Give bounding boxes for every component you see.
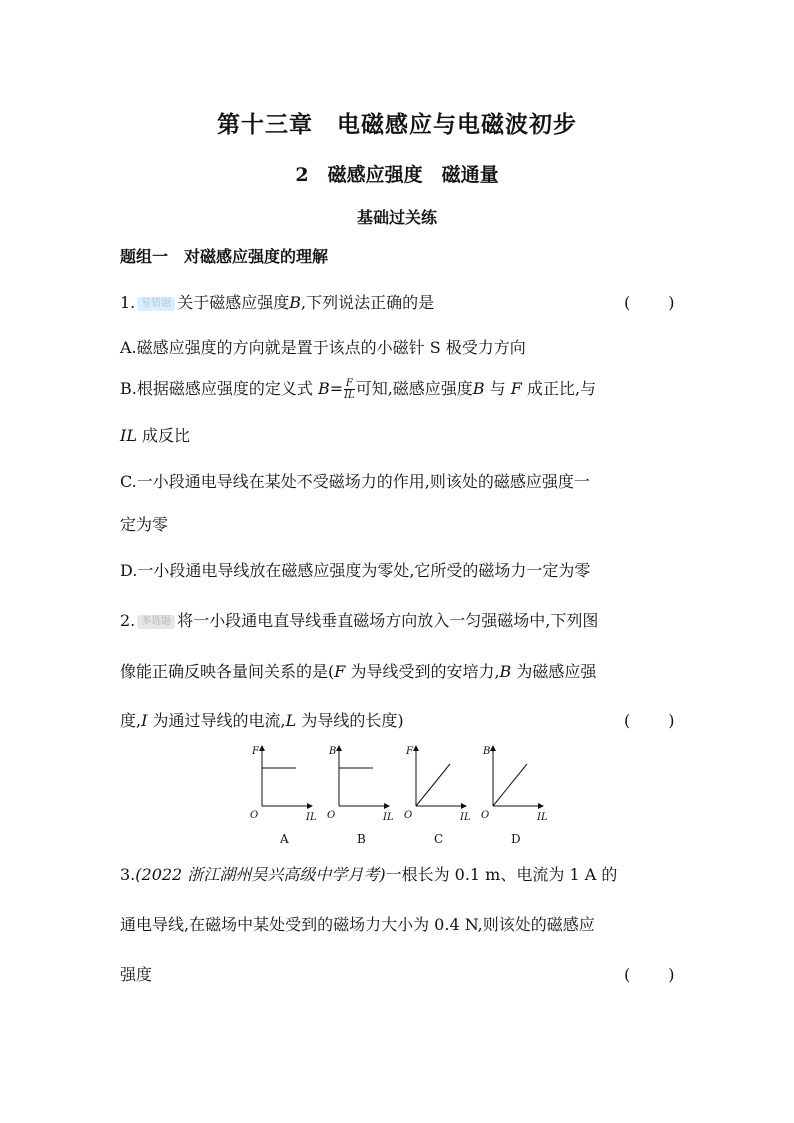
q1-option-c-cont: 定为零	[120, 515, 169, 534]
q2-graphs	[240, 742, 560, 847]
graph-line	[416, 764, 450, 806]
q2-text-a: 像能正确反映各量间关系的是(	[120, 662, 335, 681]
q1-option-b-var-b: B	[472, 379, 485, 398]
q2-text-e: 为通过导线的电流,	[147, 711, 286, 730]
q2-text-c: 为磁感应强	[511, 662, 597, 681]
q2-stem-line2	[120, 659, 596, 682]
x-axis-label: IL	[537, 812, 548, 823]
graph-a	[250, 746, 317, 846]
q2-text-b: 为导线受到的安培力,	[345, 662, 500, 681]
x-axis-label: IL	[306, 812, 317, 823]
graph-line	[493, 764, 527, 806]
origin-label: O	[404, 810, 413, 821]
q1-option-b-var-il: IL	[120, 426, 137, 445]
graph-option-label: B	[357, 832, 366, 846]
question-group-heading: 题组一 对磁感应强度的理解	[120, 247, 329, 266]
q1-option-d: D.一小段通电导线放在磁感应强度为零处,它所受的磁场力一定为零	[120, 561, 591, 580]
q3-text-a: 一根长为 0.1 m、电流为 1 A 的	[385, 865, 618, 884]
x-axis-label: IL	[460, 812, 471, 823]
graph-d	[481, 746, 548, 846]
x-axis-label: IL	[383, 812, 394, 823]
q3-answer-blank: ( )	[624, 965, 677, 984]
lesson-title: 2 磁感应强度 磁通量	[295, 164, 499, 186]
chapter-title: 第十三章 电磁感应与电磁波初步	[217, 111, 577, 138]
q3-stem-line2: 通电导线,在磁场中某处受到的磁场力大小为 0.4 N,则该处的磁感应	[120, 915, 595, 934]
y-axis-label: B	[483, 746, 491, 757]
q1-number: 1.	[120, 293, 136, 312]
q2-var-b: B	[499, 662, 512, 681]
q1-option-b	[120, 376, 596, 401]
q2-number: 2.	[120, 611, 136, 630]
q1-difficulty-tag: 易错题	[137, 297, 175, 311]
graph-option-label: C	[434, 832, 444, 846]
q2-var-i: I	[141, 711, 148, 730]
q1-option-b-text-c: 与	[484, 379, 511, 398]
q1-stem-text-b: ,下列说法正确的是	[301, 293, 435, 312]
q2-stem-line3	[120, 708, 404, 731]
q2-var-f: F	[334, 662, 346, 681]
fraction-numerator: F	[345, 378, 353, 389]
y-axis-label: F	[252, 746, 259, 757]
q1-stem	[120, 290, 434, 313]
q2-text-d: 度,	[120, 711, 142, 730]
fraction-denominator: IL	[344, 390, 355, 401]
q2-text-f: 为导线的长度)	[296, 711, 404, 730]
y-axis-label: F	[406, 746, 413, 757]
q1-option-b-text-e: 成反比	[136, 426, 191, 445]
section-heading: 基础过关练	[356, 208, 437, 227]
graph-option-label: A	[280, 832, 289, 846]
q1-option-c: C.一小段通电导线在某处不受磁场力的作用,则该处的磁感应强度一	[120, 472, 590, 491]
origin-label: O	[250, 810, 259, 821]
q1-stem-var: B	[289, 293, 302, 312]
q3-stem-line1	[120, 862, 617, 885]
origin-label: O	[481, 810, 490, 821]
q1-option-b-fraction	[344, 378, 355, 401]
q1-option-a: A.磁感应强度的方向就是置于该点的小磁针 S 极受力方向	[120, 338, 526, 357]
q1-answer-blank: ( )	[624, 293, 677, 312]
q3-number: 3.	[120, 865, 136, 884]
q2-type-tag: 多选题	[137, 615, 175, 629]
q1-option-b-text-a: B.根据磁感应强度的定义式	[120, 379, 318, 398]
graph-b	[327, 746, 394, 846]
q2-stem-line1	[120, 608, 598, 631]
origin-label: O	[327, 810, 336, 821]
q3-stem-line3: 强度	[120, 965, 153, 984]
q3-source: (2022 浙江湖州吴兴高级中学月考)	[135, 865, 386, 884]
y-axis-label: B	[329, 746, 337, 757]
q2-var-l: L	[285, 711, 297, 730]
q1-option-b-var-f: F	[510, 379, 522, 398]
q1-option-b-eq: B=	[317, 379, 344, 398]
q2-answer-blank: ( )	[624, 711, 677, 730]
q1-option-b-text-d: 成正比,与	[521, 379, 597, 398]
q1-option-b-cont	[120, 423, 190, 446]
q1-stem-text-a: 关于磁感应强度	[177, 293, 290, 312]
q2-stem-text: 将一小段通电直导线垂直磁场方向放入一匀强磁场中,下列图	[177, 611, 599, 630]
graph-option-label: D	[511, 832, 521, 846]
graph-c	[404, 746, 471, 846]
q1-option-b-text-b: 可知,磁感应强度	[355, 379, 473, 398]
